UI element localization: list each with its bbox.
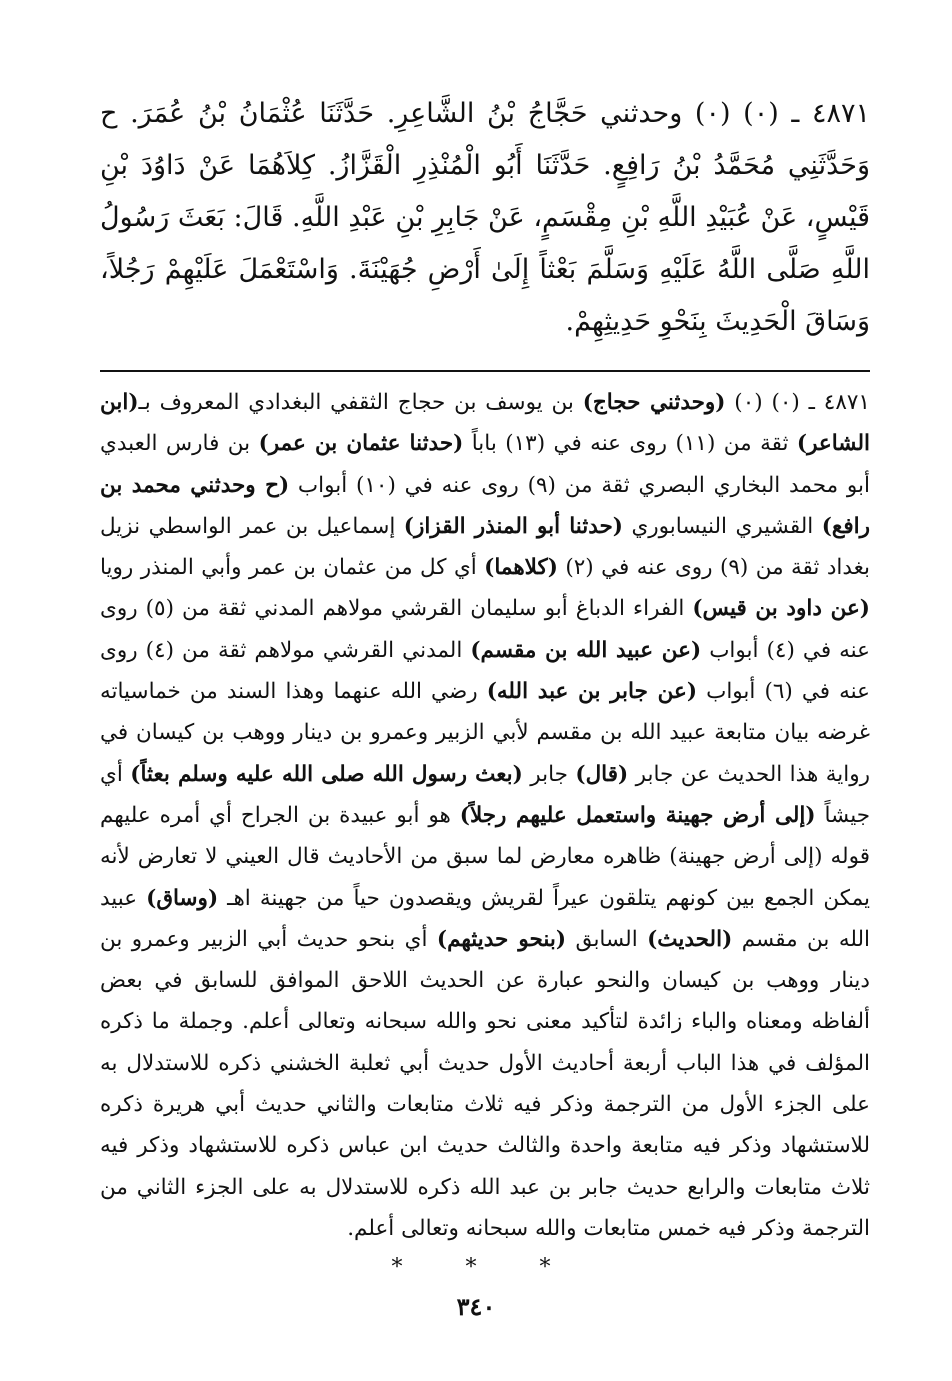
commentary-quoted-term: (كلاهما) <box>484 555 558 581</box>
commentary-segment: القشيري النيسابوري <box>622 513 822 539</box>
commentary-segment: بن يوسف بن حجاج الثقفي البغدادي المعروف بـ <box>138 390 583 415</box>
commentary-segment: بن فارس العبدي أبو محمد البخاري البصري ثقة من (٩) روى عنه في (١٠) أبواب <box>100 431 870 498</box>
section-separator-stars: * * * <box>391 1255 579 1281</box>
commentary-text <box>100 382 870 1249</box>
commentary-segment: السابق <box>566 926 648 952</box>
commentary-quoted-term: (بعث رسول الله صلى الله عليه وسلم بعثاً) <box>130 761 523 787</box>
commentary-quoted-term: (ح وحدثني محمد بن رافع) <box>100 472 870 539</box>
commentary-quoted-term: (وحدثني حجاج) <box>582 390 726 415</box>
commentary-quoted-term: (إلى أرض جهينة واستعمل عليهم رجلاً) <box>459 802 816 828</box>
commentary-segment: ٤٨٧١ ـ (٠) (٠) <box>725 390 870 415</box>
commentary-segment: رضي الله عنهما وهذا السند من خماسياته غرضه بيان متابعة عبيد الله بن مقسم لأبي الزبير وعمرو بن دينار ووهب بن كيسان في رواية هذا الحديث عن جابر <box>100 679 870 787</box>
section-divider <box>100 370 870 372</box>
commentary-segment: إسماعيل بن عمر الواسطي نزيل بغداد ثقة من (٩) روى عنه في (٢) <box>100 513 871 581</box>
commentary-quoted-term: (حدثنا عثمان بن عمر) <box>258 431 464 457</box>
commentary-segment: ثقة من (١١) روى عنه في (١٣) باباً <box>463 431 797 457</box>
commentary-quoted-term: (وساق) <box>146 885 219 911</box>
commentary-segment: المدني القرشي مولاهم ثقة من (٤) روى عنه في (٦) أبواب <box>100 637 871 705</box>
commentary-quoted-term: (بنحو حديثهم) <box>436 926 567 952</box>
commentary-quoted-term: (عن داود بن قيس) <box>692 596 870 622</box>
commentary-segment: عبيد الله بن مقسم <box>100 885 871 952</box>
hadith-text: ٤٨٧١ ـ (٠) (٠) وحدثني حَجَّاجُ بْنُ الشَّاعِرِ. حَدَّثَنَا عُثْمَانُ بْنُ عُمَرَ. ح وَحَدَّثَنِي مُحَمَّدُ بْنُ رَافِعٍ. حَدَّثَنَا أَبُو الْمُنْذِرِ الْقَزَّازُ. كِلاَهُمَا عَنْ دَاوُدَ بْنِ قَيْسٍ، عَنْ عُبَيْدِ اللَّهِ بْنِ مِقْسَمٍ، عَنْ جَابِرِ بْنِ عَبْدِ اللَّهِ. قَالَ: بَعَثَ رَسُولُ اللَّهِ صَلَّى اللَّهُ عَلَيْهِ وَسَلَّمَ بَعْثاً إِلَىٰ أَرْضِ جُهَيْنَةَ. وَاسْتَعْمَلَ عَلَيْهِمْ رَجُلاً، وَسَاقَ الْحَدِيثَ بِنَحْوِ حَدِيثِهِمْ. <box>100 98 870 337</box>
commentary-segment: أي كل من عثمان بن عمر وأبي المنذر رويا <box>100 555 485 581</box>
page-number: ٣٤٠ <box>456 1292 496 1321</box>
commentary-quoted-term: (عن جابر بن عبد الله) <box>486 679 697 705</box>
commentary-segment: هو أبو عبيدة بن الجراح أي أمره عليهم قوله (إلى أرض جهينة) ظاهره معارض لما سبق من الأحاديث قال العيني لا تعارض لأنه يمكن الجمع بين كونهم يتلقون عيراً لقريش ويقصدون حياً من جهينة اهـ <box>100 802 870 911</box>
commentary-quoted-term: (حدثنا أبو المنذر القزاز) <box>403 513 623 539</box>
commentary-segment: جابر <box>522 761 576 787</box>
commentary-segment: الفراء الدباغ أبو سليمان القرشي مولاهم المدني ثقة من (٥) روى عنه في (٤) أبواب <box>100 596 870 663</box>
commentary-quoted-term: (قال) <box>575 761 629 787</box>
commentary-segment: أي جيشاً <box>100 761 870 828</box>
commentary-segment: أي بنحو حديث أبي الزبير وعمرو بن دينار ووهب بن كيسان والنحو عبارة عن الحديث اللاحق الموافق للسابق في بعض ألفاظه ومعناه والباء زائدة لتأكيد معنى نحو والله سبحانه وتعالى أعلم. وجملة ما ذكره المؤلف في هذا الباب أربعة أحاديث الأول حديث أبي ثعلبة الخشني ذكره للاستدلال به على الجزء الأول من الترجمة وذكر فيه ثلاث متابعات والثاني حديث أبي هريرة ذكره للاستشهاد وذكر فيه متابعة واحدة والثالث حديث ابن عباس ذكره للاستشهاد وذكر فيه ثلاث متابعات والرابع حديث جابر بن عبد الله ذكره للاستدلال به على الجزء الثاني من الترجمة وذكر فيه خمس متابعات والله سبحانه وتعالى أعلم. <box>100 926 870 1241</box>
commentary-quoted-term: (ابن الشاعر) <box>100 390 871 457</box>
commentary-quoted-term: (الحديث) <box>647 926 733 952</box>
commentary-quoted-term: (عن عبيد الله بن مقسم) <box>470 637 702 663</box>
